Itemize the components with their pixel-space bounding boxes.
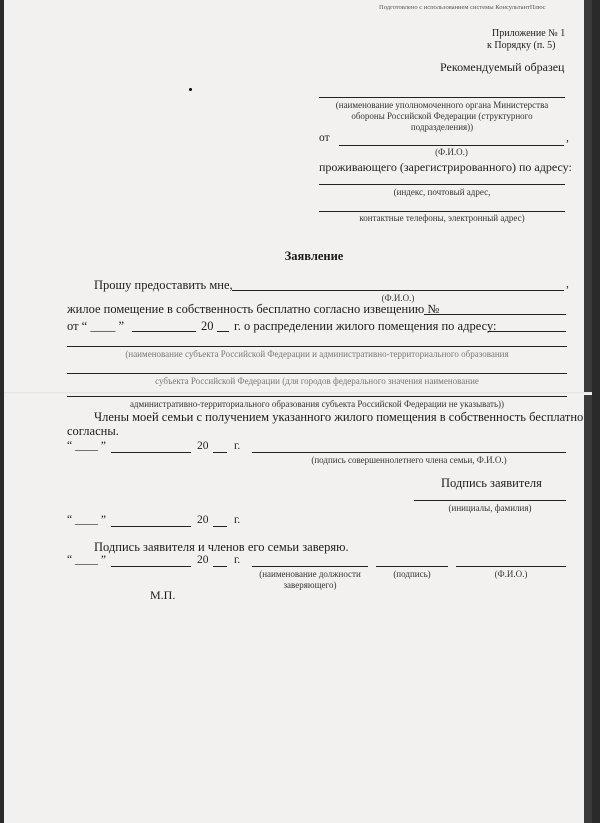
family-date-day: “ ____ ” [67,440,106,452]
family-consent-text-cont: согласны. [67,424,119,438]
applicant-date-day: “ ____ ” [67,514,106,526]
subject-line-2 [67,373,567,374]
applicant-signature-label: Подпись заявителя [441,476,542,490]
request-comma: , [566,278,569,290]
applicant-name-line [232,290,564,291]
from-comma: , [566,132,569,144]
contacts-caption: контактные телефоны, электронный адрес) [359,213,525,223]
org-name-line [319,97,565,98]
adult-signature-caption: (подпись совершеннолетнего члена семьи, Ф.И.О.) [311,455,507,465]
org-caption-1: (наименование уполномоченного органа Министерства [335,100,549,110]
family-date-month-line [111,452,191,453]
position-caption-2: заверяющего) [283,580,337,590]
address-caption: (индекс, почтовый адрес, [393,187,491,197]
certify-text: Подпись заявителя и членов его семьи заверяю. [94,540,349,554]
address-line [319,184,565,185]
family-consent-text: Члены моей семьи с получением указанного жилого помещения в собственность бесплатно [94,410,584,424]
signature-caption: (подпись) [393,569,431,579]
notice-date-day: от “ ____ ” [67,319,125,333]
page-shadow-edge [584,0,592,823]
subject-caption-2: субъекта Российской Федерации (для городов федерального значения наименование [155,376,479,386]
applicant-date-month-line [111,526,191,527]
document-page [4,0,592,823]
from-line [339,145,564,146]
request-text: Прошу предоставить мне, [94,278,233,292]
position-caption-1: (наименование должности [259,569,361,579]
org-caption-2: обороны Российской Федерации (структурного [351,111,533,121]
recommended-sample-label: Рекомендуемый образец [440,60,565,74]
appendix-number: Приложение № 1 [492,28,566,39]
consultant-notice: Подготовлено с использованием системы КонсультантПлюс [379,4,546,11]
initials-caption: (инициалы, фамилия) [448,503,532,513]
housing-text: жилое помещение в собственность бесплатно согласно извещению № [67,302,440,316]
certify-date-month-line [111,566,191,567]
family-year-mark: г. [234,440,241,452]
applicant-year-prefix: 20 [197,514,209,526]
appendix-reference: к Порядку (п. 5) [487,40,556,51]
scan-dot [189,88,192,91]
address-start-line [488,331,566,332]
certify-date-day: “ ____ ” [67,554,106,566]
certify-year-line [213,566,227,567]
addressee-fio-caption: (Ф.И.О.) [435,147,468,157]
notice-year-prefix: 20 [201,319,214,333]
subject-line-1 [67,346,567,347]
subject-caption-3: административно-территориального образования субъекта Российской Федерации не указывать)) [129,399,505,409]
subject-line-3 [67,396,567,397]
certifier-fio-line [456,566,566,567]
contacts-line [319,211,565,212]
from-label: от [319,132,330,144]
document-title: Заявление [284,249,344,263]
residing-label: проживающего (зарегистрированного) по адресу: [319,160,572,174]
distribution-text: г. о распределении жилого помещения по адресу: [234,319,497,333]
notice-date-month-line [132,331,196,332]
family-signature-line [252,452,566,453]
certify-year-prefix: 20 [197,554,209,566]
applicant-year-mark: г. [234,514,241,526]
position-line [252,566,368,567]
applicant-signature-line [414,500,566,501]
subject-caption-1: (наименование субъекта Российской Федерации и административно-территориального образования [125,349,509,359]
applicant-fio-caption: (Ф.И.О.) [381,293,415,303]
certifier-signature-line [376,566,448,567]
applicant-year-line [213,526,227,527]
stamp-placeholder: М.П. [150,588,176,602]
certify-year-mark: г. [234,554,241,566]
notice-number-line [424,314,566,315]
family-year-prefix: 20 [197,440,209,452]
family-year-line [213,452,227,453]
org-caption-3: подразделения)) [410,122,474,132]
notice-year-line [217,331,229,332]
certifier-fio-caption: (Ф.И.О.) [494,569,528,579]
